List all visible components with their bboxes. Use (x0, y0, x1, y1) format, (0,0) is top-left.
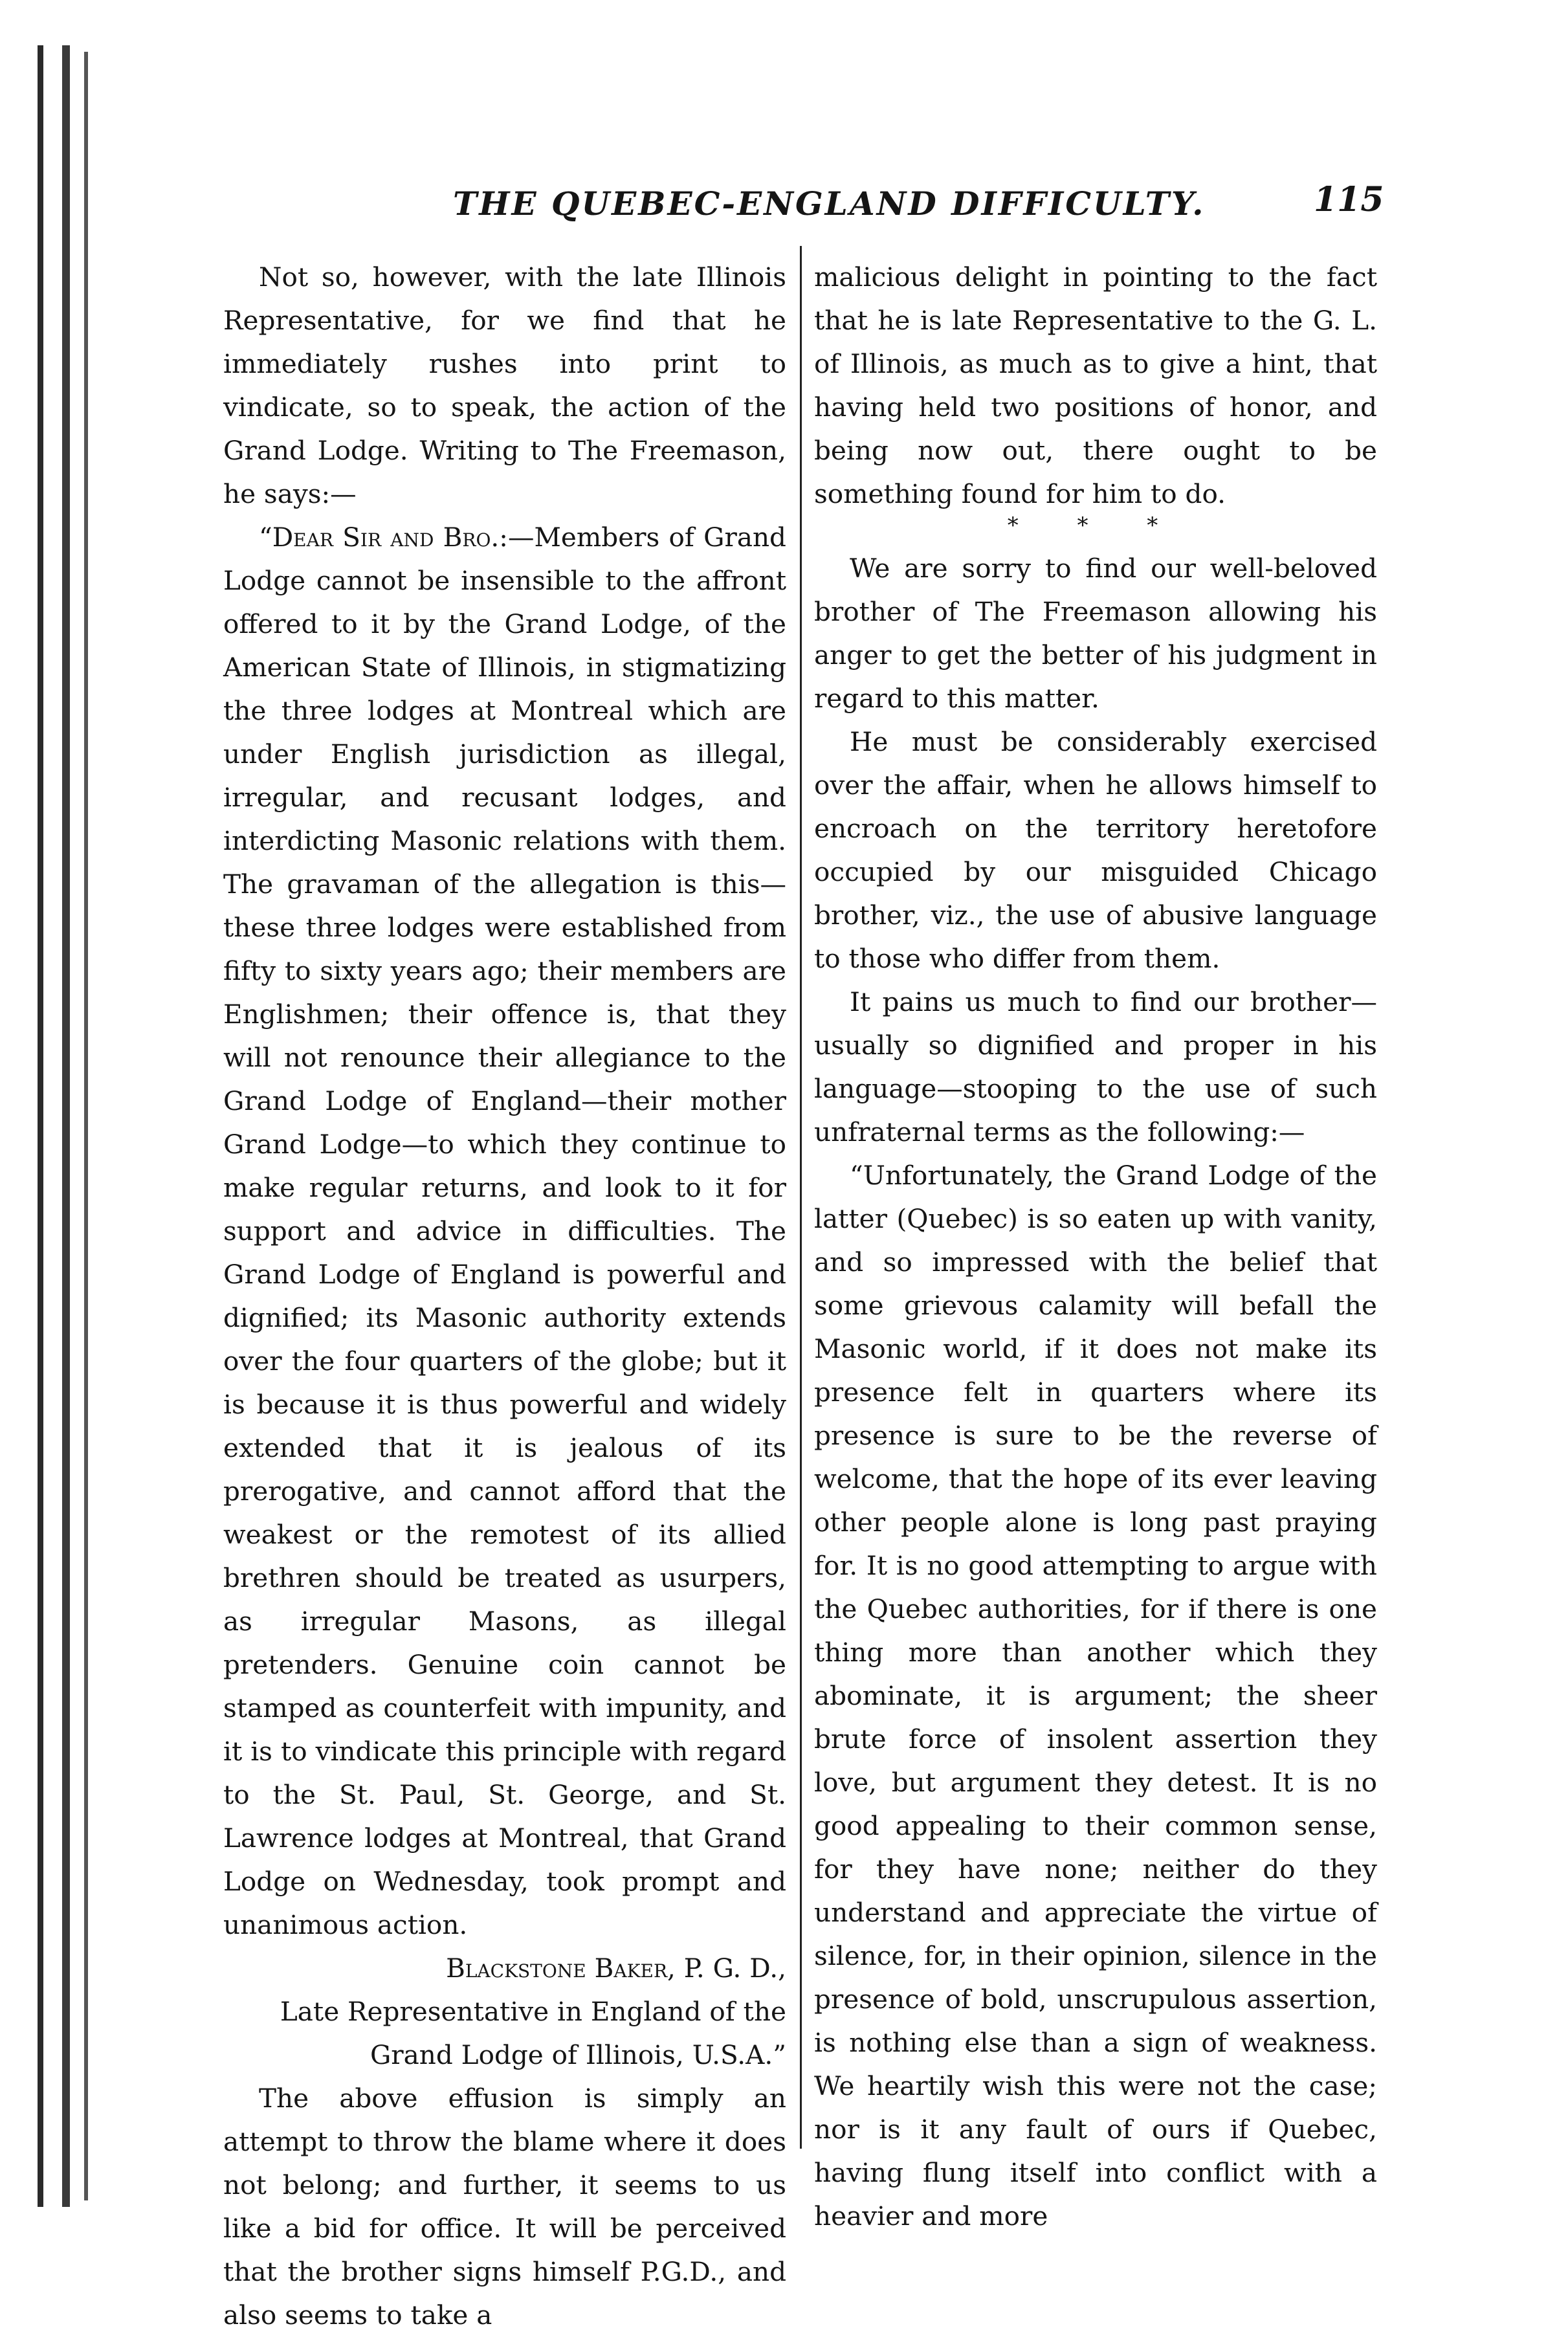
right-column (814, 256, 1377, 2238)
paragraph: We are sorry to find our well-beloved brother of The Freemason allowing his anger to get the better of his judgment in regard to this matter. (814, 553, 1377, 714)
paragraph: It pains us much to find our brother—usually so dignified and proper in his language—stooping to the use of such unfraternal terms as the following:— (814, 986, 1377, 1147)
paragraph: He must be considerably exercised over the affair, when he allows himself to encroach on the territory heretofore occupied by our misguided Chicago brother, viz., the use of abusive language to those who differ from them. (814, 726, 1377, 974)
paragraph: malicious delight in pointing to the fact that he is late Representative to the G. L. of Illinois, as much as to give a hint, that having held two positions of honor, and being now out, there ought to be something found for him to do. (814, 261, 1377, 509)
binding-edge (38, 45, 43, 2207)
paragraph: “Unfortunately, the Grand Lodge of the latter (Quebec) is so eaten up with vanity, and so impressed with the belief that some grievous calamity will befall the Masonic world, if it does not make its presence felt in quarters where its presence is sure to be the reverse of welcome, that the hope of its ever leaving other people alone is long past praying for. It is no good attempting to argue with the Quebec authorities, for if there is one thing more than another which they abominate, it is argument; the sheer brute force of insolent assertion they love, but argument they detest. It is no good appealing to their common sense, for they have none; neither do they understand and appreciate the virtue of silence, for, in their opinion, silence in the presence of bold, unscrupulous assertion, is nothing else than a sign of weakness. We heartily wish this were not the case; nor is it any fault of ours if Quebec, having flung itself into conflict with a heavier and more (814, 1160, 1377, 2232)
section-break: * * * (1007, 513, 1184, 538)
page-number: 115 (1314, 180, 1384, 219)
signature-name: Blackstone Baker, P. G. D., (446, 1953, 786, 1984)
letter-body: —Members of Grand Lodge cannot be insensible to the affront offered to it by the Grand Lodge, of the American State of Illinois, in stigmatizing the three lodges at Montreal which are under English jurisdiction as illegal, irregular, and recusant lodges, and interdicting Masonic relations with them. The gravaman of the allegation is this—these three lodges were established from fifty to sixty years ago; their members are Englishmen; their offence is, that they will not renounce their allegiance to the Grand Lodge of England—their mother Grand Lodge—to which they continue to make regular returns, and look to it for support and advice in difficulties. The Grand Lodge of England is powerful and dignified; its Masonic authority extends over the four quarters of the globe; but it is because it is thus powerful and widely extended that it is jealous of its prerogative, and cannot afford that the weakest or the remotest of its allied brethren should be treated as usurpers, as irregular Masons, as illegal pretenders. Genuine coin cannot be stamped as counterfeit with impunity, and it is to vindicate this principle with regard to the St. Paul, St. George, and St. Lawrence lodges at Montreal, that Grand Lodge on Wednesday, took prompt and unanimous action. (223, 522, 786, 1940)
binding-edge (84, 52, 88, 2200)
left-column (223, 256, 786, 2337)
running-title: THE QUEBEC-ENGLAND DIFFICULTY. (453, 184, 1206, 223)
salutation: “Dear Sir and Bro.: (259, 522, 508, 553)
letter-paragraph (223, 516, 786, 1947)
paragraph: The above effusion is simply an attempt to throw the blame where it does not belong; and further, it seems to us like a bid for office. It will be perceived that the brother signs himself P.G.D., and also seems to take a (223, 2083, 786, 2331)
paragraph: Not so, however, with the late Illinois Representative, for we find that he immediately rushes into print to vindicate, so to speak, the action of the Grand Lodge. Writing to The Freemason, he says:— (223, 261, 786, 509)
signature-title: Late Representative in England of the Grand Lodge of Illinois, U.S.A.” (280, 1996, 786, 2070)
column-rule (800, 246, 802, 2149)
binding-edge (62, 45, 70, 2207)
